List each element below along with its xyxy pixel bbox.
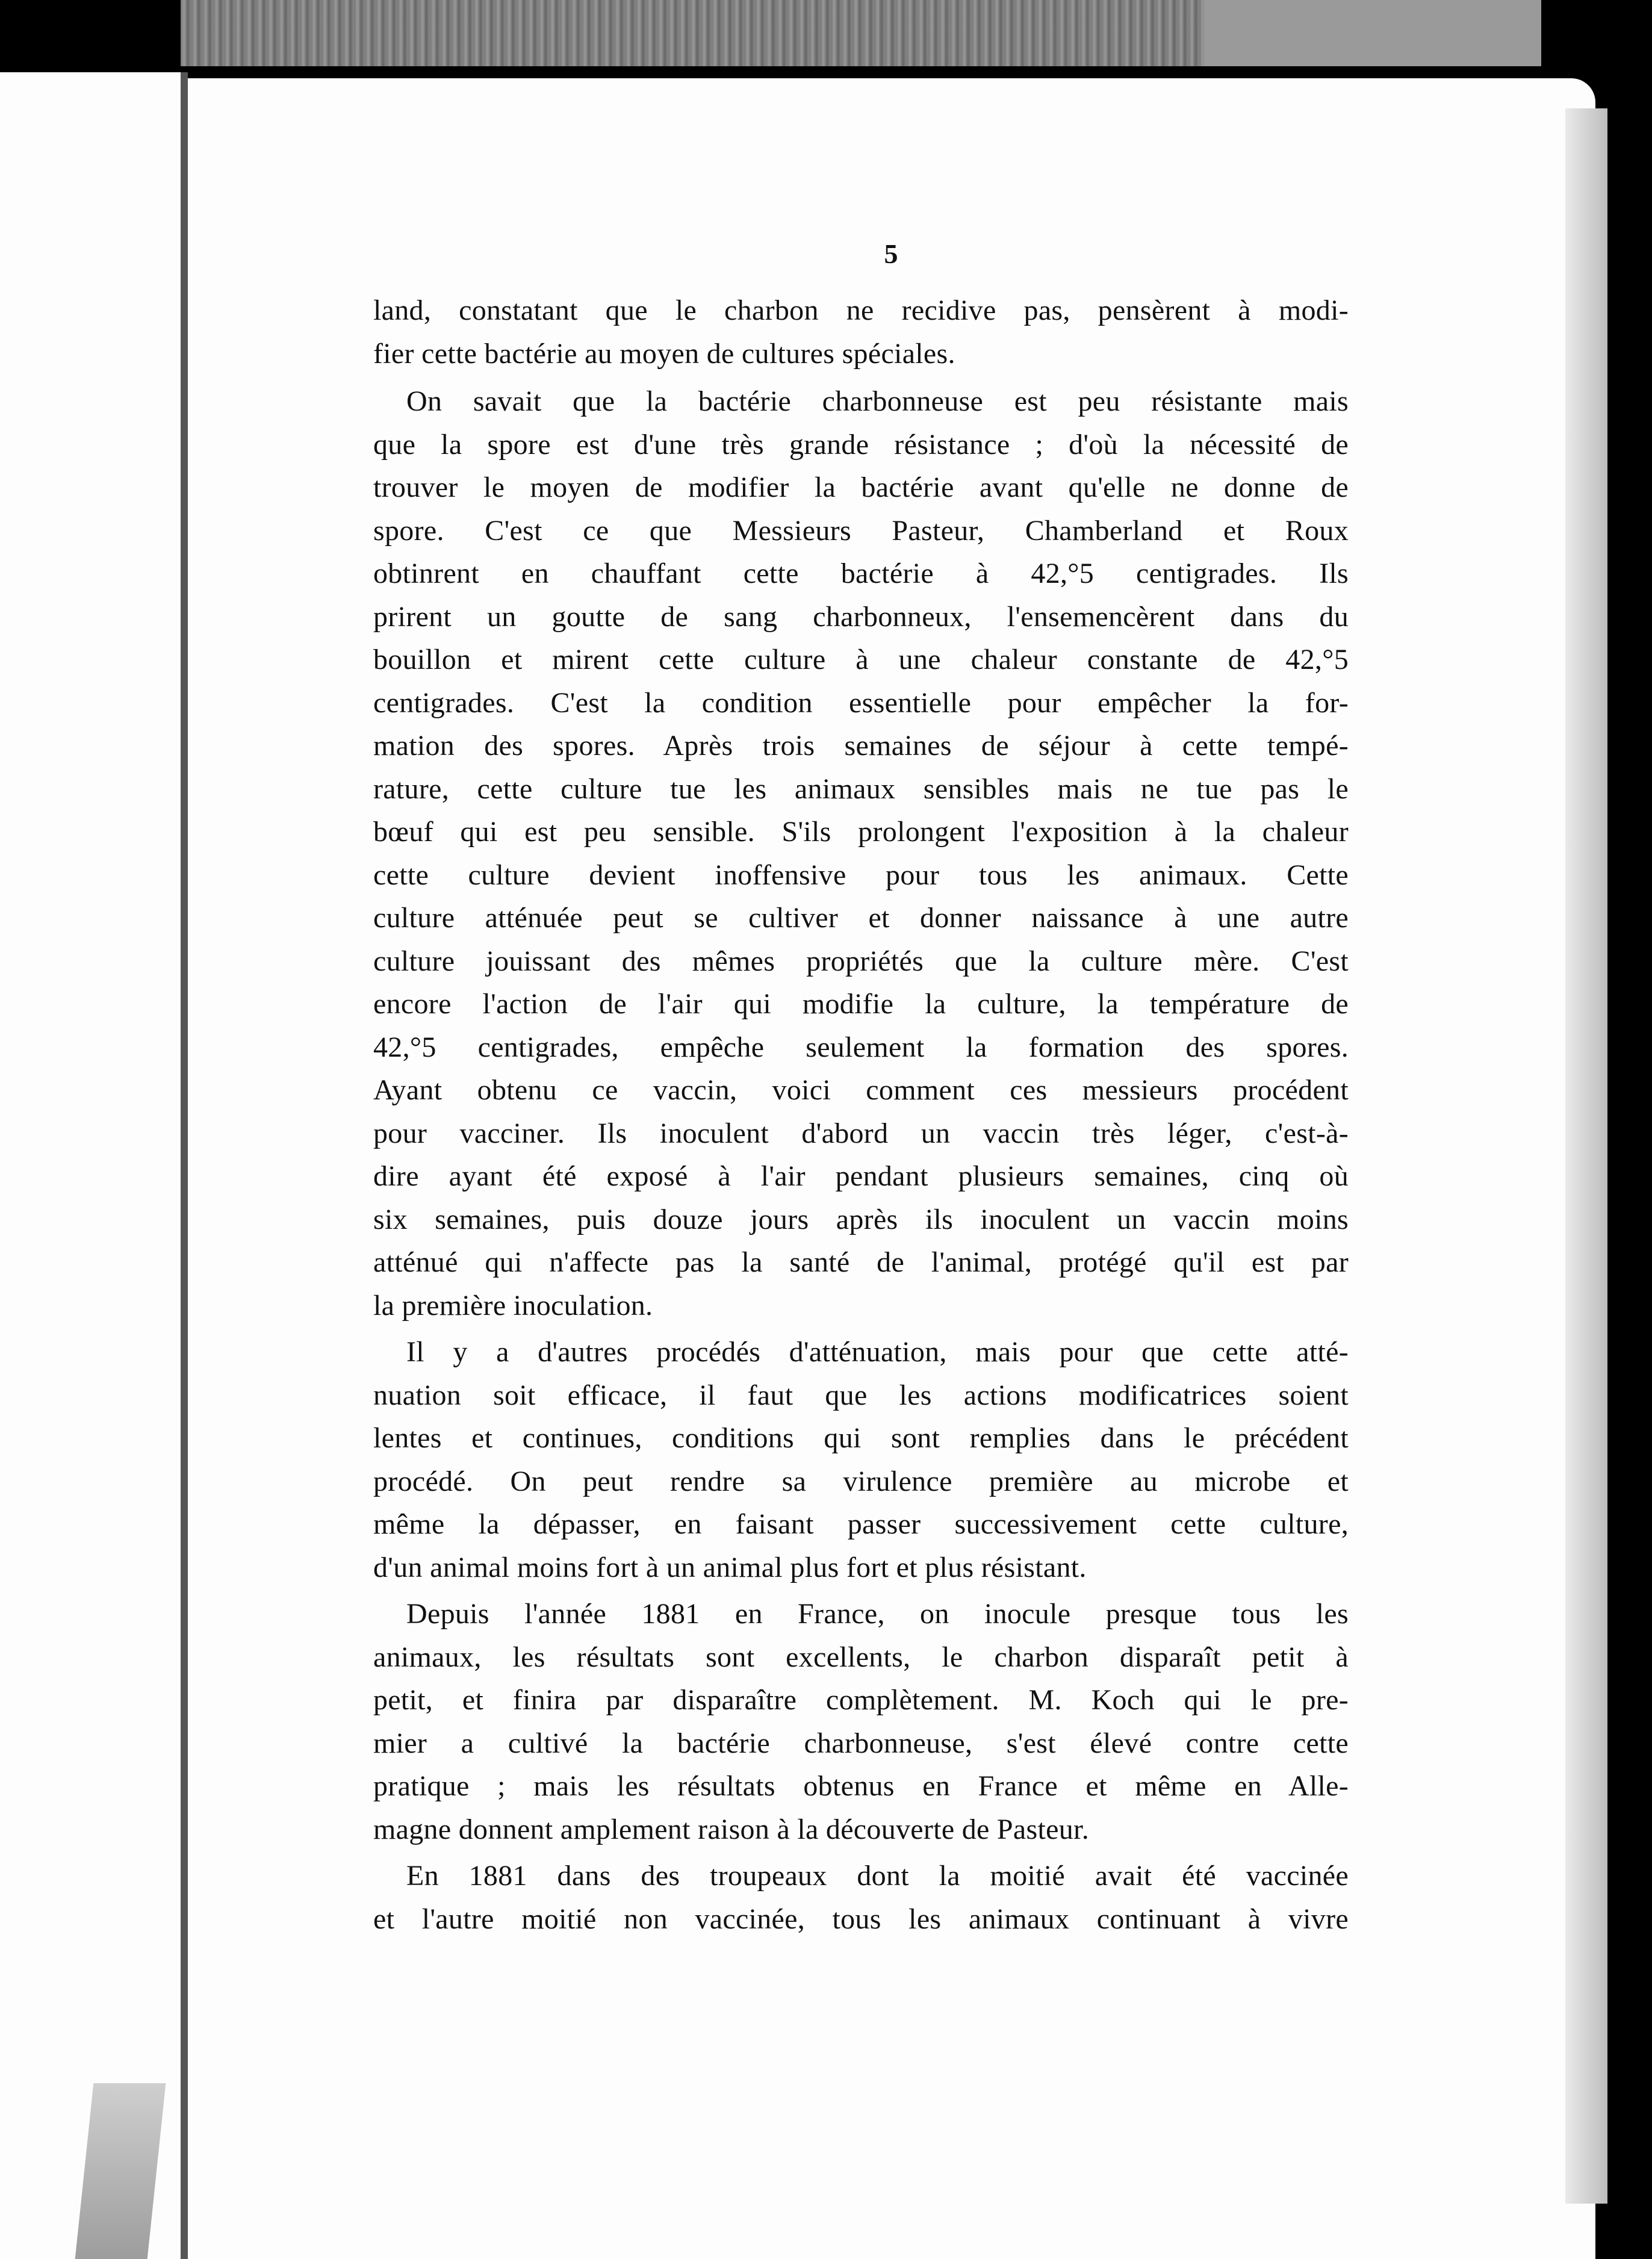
text-line: trouver le moyen de modifier la bactérie avant qu'elle ne donne de xyxy=(373,471,1349,503)
text-line: culture jouissant des mêmes propriétés que la culture mère. C'est xyxy=(373,945,1349,977)
text-line: magne donnent amplement raison à la découverte de Pasteur. xyxy=(373,1813,1089,1845)
text-line: nuation soit efficace, il faut que les actions modificatrices soient xyxy=(373,1379,1349,1411)
text-line: Ayant obtenu ce vaccin, voici comment ces messieurs procédent xyxy=(373,1074,1349,1106)
text-line: animaux, les résultats sont excellents, le charbon disparaît petit à xyxy=(373,1641,1349,1673)
text-line: land, constatant que le charbon ne recidive pas, pensèrent à modi- xyxy=(373,294,1349,326)
text-line: même la dépasser, en faisant passer successivement cette culture, xyxy=(373,1508,1349,1540)
text-line: fier cette bactérie au moyen de cultures spéciales. xyxy=(373,337,955,370)
text-line: On savait que la bactérie charbonneuse est peu résistante mais xyxy=(406,385,1349,417)
scan-top-border-right xyxy=(1204,0,1541,66)
text-line: cette culture devient inoffensive pour tous les animaux. Cette xyxy=(373,859,1349,891)
text-line: Il y a d'autres procédés d'atténuation, mais pour que cette atté- xyxy=(406,1336,1349,1368)
paragraph xyxy=(373,1331,1349,1589)
text-line: mation des spores. Après trois semaines de séjour à cette tempé- xyxy=(373,730,1349,762)
text-line: pratique ; mais les résultats obtenus en France et même en Alle- xyxy=(373,1770,1349,1802)
text-line: prirent un goutte de sang charbonneux, l'ensemencèrent dans du xyxy=(373,600,1349,633)
text-line: culture atténuée peut se cultiver et donner naissance à une autre xyxy=(373,902,1349,934)
text-line: d'un animal moins fort à un animal plus fort et plus résistant. xyxy=(373,1551,1087,1583)
paragraph xyxy=(373,1592,1349,1851)
paragraph xyxy=(373,1854,1349,1941)
scan-top-border xyxy=(181,0,1204,66)
page-number: 5 xyxy=(884,238,898,269)
book-gutter xyxy=(181,72,188,2259)
text-line: centigrades. C'est la condition essentielle pour empêcher la for- xyxy=(373,686,1349,719)
text-line: obtinrent en chauffant cette bactérie à 42,°5 centigrades. Ils xyxy=(373,558,1349,589)
text-line: Depuis l'année 1881 en France, on inocule presque tous les xyxy=(406,1598,1349,1630)
text-line: petit, et finira par disparaître complètement. M. Koch qui le pre- xyxy=(373,1684,1349,1716)
text-line: six semaines, puis douze jours après ils inoculent un vaccin moins xyxy=(373,1203,1349,1235)
text-line: bouillon et mirent cette culture à une chaleur constante de 42,°5 xyxy=(373,644,1349,676)
text-line: la première inoculation. xyxy=(373,1289,653,1322)
paragraph xyxy=(373,380,1349,1327)
text-line: pour vacciner. Ils inoculent d'abord un vaccin très léger, c'est-à- xyxy=(373,1117,1349,1149)
text-line: rature, cette culture tue les animaux sensibles mais ne tue pas le xyxy=(373,772,1349,805)
text-line: atténué qui n'affecte pas la santé de l'animal, protégé qu'il est par xyxy=(373,1246,1349,1278)
text-line: En 1881 dans des troupeaux dont la moitié avait été vaccinée xyxy=(406,1860,1349,1892)
text-line: bœuf qui est peu sensible. S'ils prolongent l'exposition à la chaleur xyxy=(373,816,1349,848)
text-line: 42,°5 centigrades, empêche seulement la formation des spores. xyxy=(373,1031,1349,1063)
text-line: et l'autre moitié non vaccinée, tous les animaux continuant à vivre xyxy=(373,1903,1349,1935)
body-text xyxy=(373,289,1349,1944)
page-edge-shadow xyxy=(1565,108,1607,2204)
text-line: dire ayant été exposé à l'air pendant plusieurs semaines, cinq où xyxy=(373,1160,1349,1192)
facing-blank-leaf xyxy=(0,72,187,2259)
text-line: procédé. On peut rendre sa virulence première au microbe et xyxy=(373,1465,1349,1497)
text-line: mier a cultivé la bactérie charbonneuse, s'est élevé contre cette xyxy=(373,1727,1349,1759)
text-line: encore l'action de l'air qui modifie la culture, la température de xyxy=(373,988,1349,1020)
text-line: que la spore est d'une très grande résistance ; d'où la nécessité de xyxy=(373,428,1349,461)
text-line: lentes et continues, conditions qui sont remplies dans le précédent xyxy=(373,1422,1349,1454)
text-line: spore. C'est ce que Messieurs Pasteur, Chamberland et Roux xyxy=(373,514,1349,547)
paragraph xyxy=(373,289,1349,375)
